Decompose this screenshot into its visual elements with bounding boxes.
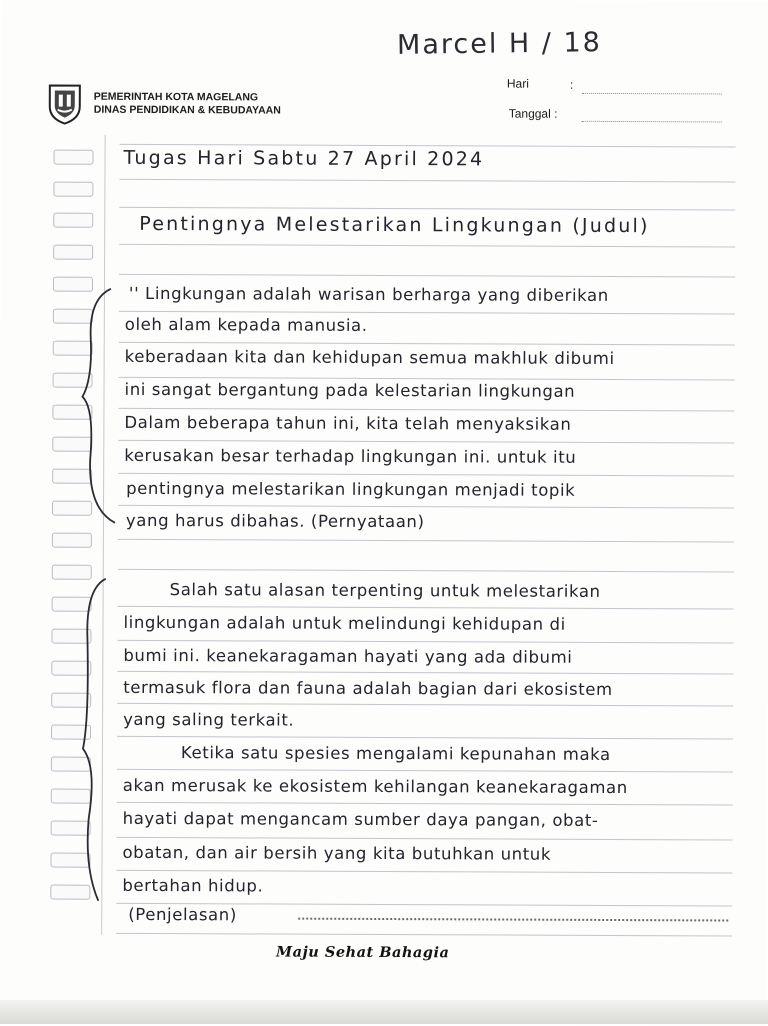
institution-line-2: DINAS PENDIDIKAN & KEBUDAYAAN [93, 103, 281, 117]
explanation-label: (Penjelasan) [128, 904, 237, 925]
ruled-line [118, 440, 734, 444]
ruled-line [117, 837, 733, 841]
ruled-line [116, 870, 732, 874]
text-line: keberadaan kita dan kehidupan semua makhluk dibumi [124, 346, 615, 369]
ruled-line [118, 408, 734, 412]
hari-field-line [582, 93, 722, 95]
assignment-date-line: Tugas Hari Sabtu 27 April 2024 [123, 146, 485, 171]
text-line: bertahan hidup. [122, 875, 264, 896]
tanggal-field-line [582, 121, 722, 123]
binding-hole [53, 213, 93, 228]
text-line: akan merusak ke ekosistem kehilangan keanekaragaman [122, 775, 628, 798]
ruled-line [118, 473, 734, 477]
ruled-line [118, 505, 734, 509]
text-line: Salah satu alasan terpenting untuk melestarikan [169, 580, 601, 601]
binding-hole [53, 182, 93, 197]
text-line: ini sangat bergantung pada kelestarian lingkungan [124, 379, 576, 401]
text-line: hayati dapat mengancam sumber daya pangan, obat- [122, 808, 599, 830]
author-note: Marcel H / 18 [396, 27, 603, 61]
ruled-line [119, 274, 735, 278]
text-line: Ketika satu spesies mengalami kepunahan maka [180, 743, 611, 764]
hari-colon: : [569, 77, 574, 92]
ruled-line [117, 640, 733, 644]
institution-header [94, 91, 281, 118]
ruled-line [117, 769, 733, 773]
text-line: pentingnya melestarikan lingkungan menjadi topik [126, 478, 576, 500]
ruled-line [119, 342, 735, 346]
ruled-line [117, 736, 733, 740]
text-line: termasuk flora dan fauna adalah bagian dari ekosistem [123, 677, 613, 699]
text-line: bumi ini. keanekaragaman hayati yang ada dibumi [123, 645, 573, 667]
text-line: yang harus dibahas. (Pernyataan) [125, 510, 425, 532]
text-line: oleh alam kepada manusia. [124, 314, 368, 335]
paragraph-brackets [58, 279, 121, 939]
text-line: '' Lingkungan adalah warisan berharga yang diberikan [128, 283, 609, 305]
ruled-line [119, 207, 735, 211]
text-line: Dalam beberapa tahun ini, kita telah menyaksikan [124, 412, 572, 434]
tanggal-label: Tanggal : [508, 106, 558, 121]
ruled-line [118, 606, 734, 610]
institution-line-1: PEMERINTAH KOTA MAGELANG [93, 90, 259, 104]
text-line: lingkungan adalah untuk melindungi kehidupan di [123, 612, 566, 634]
ruled-line [117, 802, 733, 806]
binding-hole [54, 150, 94, 165]
dotted-line [298, 918, 728, 922]
ruled-line [118, 569, 734, 573]
text-line: kerusakan besar terhadap lingkungan ini. untuk itu [124, 445, 577, 467]
ruled-line [117, 703, 733, 707]
ruled-line [116, 933, 732, 937]
ruled-line [117, 671, 733, 675]
text-line: yang saling terkait. [123, 709, 295, 730]
ruled-line [119, 311, 735, 315]
magelang-city-crest-icon [46, 83, 84, 125]
hari-label: Hari [506, 76, 529, 91]
binding-hole [53, 245, 93, 260]
footer-motto: Maju Sehat Bahagia [276, 943, 450, 962]
essay-title: Pentingnya Melestarikan Lingkungan (Judul) [139, 212, 650, 238]
ruled-line [119, 179, 735, 183]
text-line: obatan, dan air bersih yang kita butuhkan untuk [122, 842, 552, 864]
ruled-line [119, 244, 735, 248]
page-edge-shadow [0, 1000, 768, 1024]
ruled-line [118, 539, 734, 543]
